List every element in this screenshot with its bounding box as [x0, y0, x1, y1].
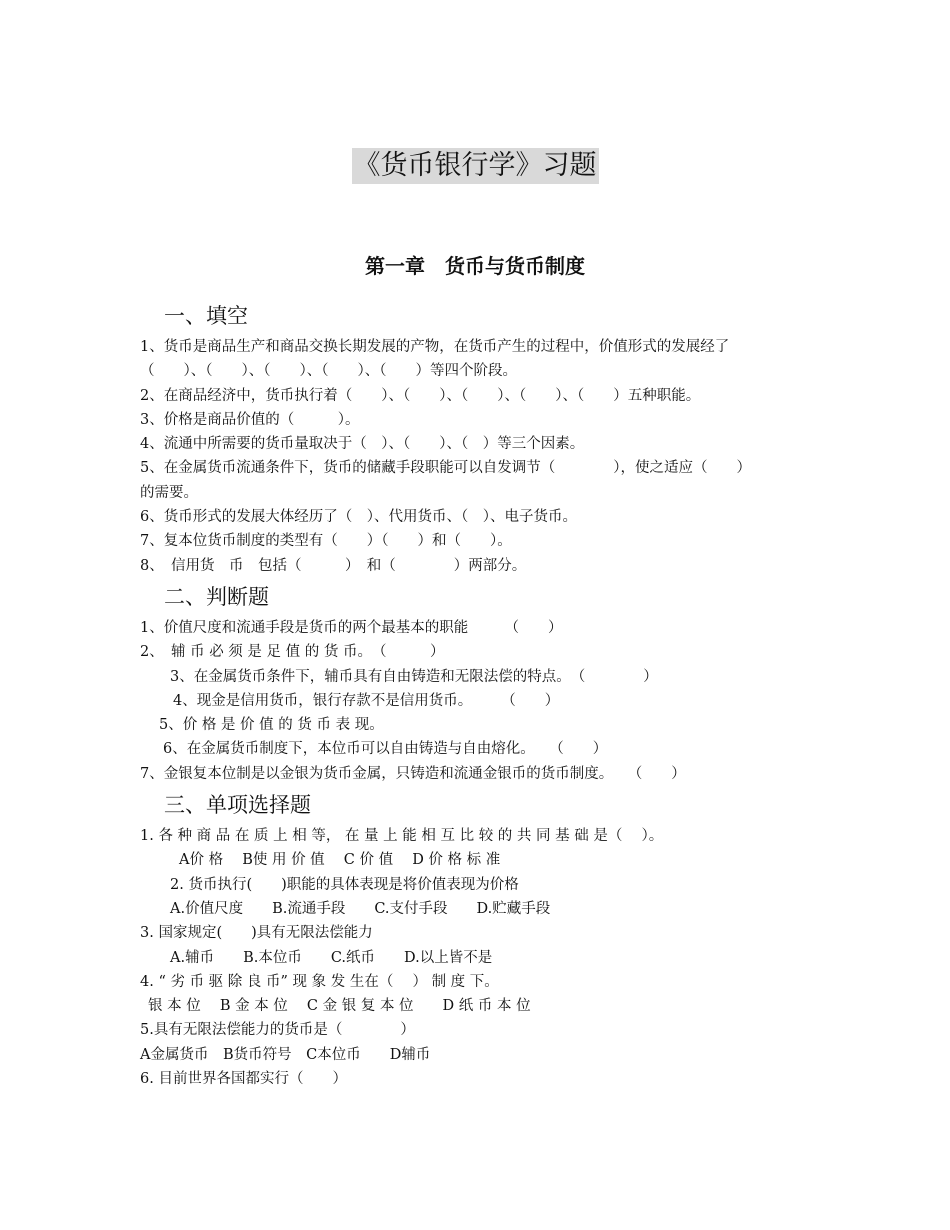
question-line: 的需要。 — [140, 484, 198, 501]
question-line: 3、价格是商品价值的（ ）。 — [140, 411, 360, 428]
option-line: A金属货币 B货币符号 C本位币 D辅币 — [140, 1046, 431, 1063]
question-line: 2、 辅 币 必 须 是 足 值 的 货 币。 （ ） — [140, 644, 445, 661]
question-line: 7、复本位货币制度的类型有（ ）（ ）和（ ）。 — [140, 533, 512, 550]
question-line: 5、在金属货币流通条件下，货币的储藏手段职能可以自发调节（ ），使之适应（ ） — [140, 460, 751, 477]
question-line: 5、价 格 是 价 值 的 货 币 表 现。 — [159, 717, 384, 734]
section-heading-true-false: 二、判断题 — [164, 584, 269, 609]
question-line: 6、在金属货币制度下，本位币可以自由铸造与自由熔化。 （ ） — [163, 741, 608, 758]
question-line: 4、现金是信用货币，银行存款不是信用货币。 （ ） — [173, 692, 560, 709]
question-line: 4. “ 劣 币 驱 除 良 币” 现 象 发 生在（ ） 制 度 下。 — [140, 973, 499, 990]
option-line: 银 本 位 B 金 本 位 C 金 银 复 本 位 D 纸 币 本 位 — [148, 998, 531, 1015]
chapter-title: 第一章 货币与货币制度 — [365, 254, 585, 278]
question-line: 6. 目前世界各国都实行（ ） — [140, 1071, 347, 1088]
question-line: 7、金银复本位制是以金银为货币金属，只铸造和流通金银币的货币制度。 （ ） — [140, 765, 686, 782]
document-body — [140, 297, 840, 1091]
question-line: 1. 各 种 商 品 在 质 上 相 等， 在 量 上 能 相 互 比 较 的 共 同 基 础 是（ ）。 — [140, 828, 664, 845]
question-line: 6、货币形式的发展大体经历了（ ）、代用货币、（ ）、电子货币。 — [140, 509, 577, 526]
question-line: 2、在商品经济中，货币执行着（ ）、（ ）、（ ）、（ ）、（ ）五种职能。 — [140, 387, 701, 404]
option-line: A.价值尺度 B.流通手段 C.支付手段 D.贮藏手段 — [170, 900, 551, 917]
question-line: 1、价值尺度和流通手段是货币的两个最基本的职能 （ ） — [140, 619, 563, 636]
question-line: 3. 国家规定( )具有无限法偿能力 — [140, 925, 373, 942]
option-line: A.辅币 B.本位币 C.纸币 D.以上皆不是 — [170, 949, 493, 966]
question-line: 1、货币是商品生产和商品交换长期发展的产物，在货币产生的过程中，价值形式的发展经了 — [140, 339, 730, 355]
question-line: （ ）、（ ）、（ ）、（ ）、（ ）等四个阶段。 — [140, 363, 517, 380]
question-line: 3、在金属货币条件下，辅币具有自由铸造和无限法偿的特点。 （ ） — [170, 668, 658, 685]
question-line: 4、流通中所需要的货币量取决于（ ）、（ ）、（ ）等三个因素。 — [140, 436, 585, 453]
title-container — [0, 148, 950, 184]
document-title: 《货币银行学》习题 — [352, 148, 599, 184]
section-heading-multiple-choice: 三、单项选择题 — [164, 793, 311, 818]
question-line: 5.具有无限法偿能力的货币是（ ） — [140, 1022, 415, 1039]
option-line: A价 格 B使 用 价 值 C 价 值 D 价 格 标 准 — [179, 852, 501, 869]
section-heading-fill-in: 一、填空 — [164, 304, 248, 328]
question-line: 2. 货币执行( )职能的具体表现是将价值表现为价格 — [170, 876, 519, 893]
question-line: 8、 信用货 币 包括（ ） 和（ ）两部分。 — [140, 557, 527, 574]
